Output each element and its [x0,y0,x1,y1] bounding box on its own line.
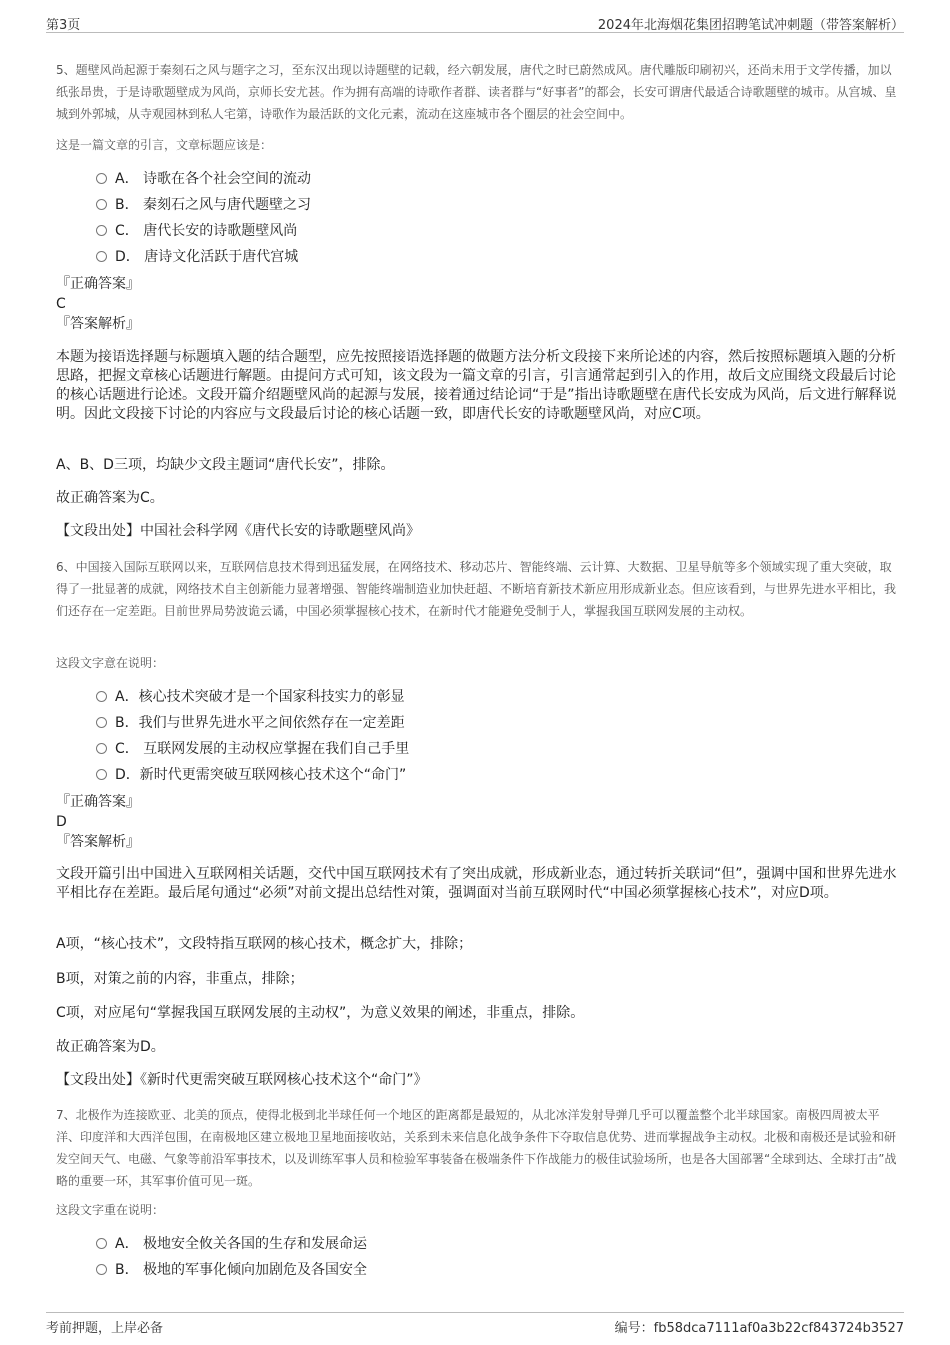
question-5-analysis-elim: A、B、D三项，均缺少文段主题词“唐代长安”，排除。 [56,457,395,473]
page-number: 第3页 [46,18,81,33]
question-6-option-b[interactable]: B．我们与世界先进水平之间依然存在一定差距 [96,710,409,736]
radio-icon[interactable] [96,173,107,184]
radio-icon[interactable] [96,691,107,702]
question-7-prompt: 这段文字重在说明： [56,1203,165,1217]
question-5-analysis-label: 『答案解析』 [56,316,140,332]
question-6-analysis-main: 文段开篇引出中国进入互联网相关话题，交代中国互联网技术有了突出成就，形成新业态，通过转折关联词“但”，强调中国和世界先进水平相比存在差距。最后尾句通过“必须”对前文提出总结性对策，强调面对当前互联网时代“中国必须掌握核心技术”，对应D项。 [56,866,897,901]
question-5-answer: C [56,296,66,312]
radio-icon[interactable] [96,769,107,780]
radio-icon[interactable] [96,199,107,210]
radio-icon[interactable] [96,1238,107,1249]
page-footer [46,1312,904,1337]
question-5-analysis-conclusion: 故正确答案为C。 [56,490,164,506]
radio-icon[interactable] [96,743,107,754]
question-6-prompt: 这段文字意在说明： [56,656,165,670]
question-6-analysis-label: 『答案解析』 [56,834,140,850]
question-6-text: 6、中国接入国际互联网以来，互联网信息技术得到迅猛发展，在网络技术、移动芯片、智能终端、云计算、大数据、卫星导航等多个领域实现了重大突破，取得了一批显著的成就，网络技术自主创新能力显著增强、智能终端制造业加快赶超、不断培育新技术新应用形成新业态。但应该看到，与世界先进水平相比，我们还存在一定差距。目前世界局势波诡云谲，中国必须掌握核心技术，在新时代才能避免受制于人，掌握我国互联网发展的主动权。 [56,560,897,618]
document-id: 编号：fb58dca7111af0a3b22cf843724b3527 [614,1321,904,1336]
question-5-source: 【文段出处】中国社会科学网《唐代长安的诗歌题壁风尚》 [56,523,420,539]
question-6-analysis-a: A项，“核心技术”，文段特指互联网的核心技术，概念扩大，排除； [56,936,473,952]
question-5-options [96,166,311,270]
footer-slogan: 考前押题，上岸必备 [46,1321,164,1336]
question-5-option-b[interactable]: B． 秦刻石之风与唐代题壁之习 [96,192,311,218]
question-7-option-a[interactable]: A． 极地安全攸关各国的生存和发展命运 [96,1231,367,1257]
question-6-option-c[interactable]: C． 互联网发展的主动权应掌握在我们自己手里 [96,736,409,762]
question-5-option-c[interactable]: C． 唐代长安的诗歌题壁风尚 [96,218,311,244]
question-5-prompt: 这是一篇文章的引言，文章标题应该是： [56,138,273,152]
radio-icon[interactable] [96,251,107,262]
question-7-option-b[interactable]: B． 极地的军事化倾向加剧危及各国安全 [96,1257,367,1283]
question-6-option-a[interactable]: A．核心技术突破才是一个国家科技实力的彰显 [96,684,409,710]
radio-icon[interactable] [96,1264,107,1275]
question-6-analysis-c: C项，对应尾句“掌握我国互联网发展的主动权”，为意义效果的阐述，非重点，排除。 [56,1005,585,1021]
question-6-analysis-b: B项，对策之前的内容，非重点，排除； [56,971,304,987]
question-6-answer: D [56,814,67,830]
question-7-text: 7、北极作为连接欧亚、北美的顶点，使得北极到北半球任何一个地区的距离都是最短的，从北冰洋发射导弹几乎可以覆盖整个北半球国家。南极四周被太平洋、印度洋和大西洋包围，在南极地区建立极地卫星地面接收站，关系到未来信息化战争条件下夺取信息优势、进而掌握战争主动权。北极和南极还是试验和研发空间天气、电磁、气象等前沿军事技术，以及训练军事人员和检验军事装备在极端条件下作战能力的极佳试验场所，也是各大国部署“全球到达、全球打击”战略的重要一环，其军事价值可见一斑。 [56,1108,897,1188]
question-6-option-d[interactable]: D．新时代更需突破互联网核心技术这个“命门” [96,762,409,788]
radio-icon[interactable] [96,225,107,236]
page-header [46,12,904,33]
question-5-text: 5、题壁风尚起源于秦刻石之风与题字之习，至东汉出现以诗题壁的记载，经六朝发展，唐代之时已蔚然成风。唐代雕版印刷初兴，还尚未用于文学传播，加以纸张昂贵，于是诗歌题壁成为风尚，京师长安尤甚。作为拥有高端的诗歌作者群、读者群与“好事者”的都会，长安可谓唐代最适合诗歌题壁的城市。从宫城、皇城到外郭城，从寺观园林到私人宅第，诗歌作为最活跃的文化元素，流动在这座城市各个圈层的社会空间中。 [56,63,897,121]
question-6-options [96,684,409,788]
document-title: 2024年北海烟花集团招聘笔试冲刺题（带答案解析） [597,18,904,33]
question-5-answer-label: 『正确答案』 [56,276,140,292]
question-5-analysis-main: 本题为接语选择题与标题填入题的结合题型，应先按照接语选择题的做题方法分析文段接下来所论述的内容，然后按照标题填入题的分析思路，把握文章核心话题进行解题。由提问方式可知，该文段为一篇文章的引言，引言通常起到引入的作用，故后文应围绕文段最后讨论的核心话题进行论述。文段开篇介绍题壁风尚的起源与发展，接着通过结论词“于是”指出诗歌题壁在唐代长安成为风尚，后文进行解释说明。因此文段接下讨论的内容应与文段最后讨论的核心话题一致，即唐代长安的诗歌题壁风尚，对应C项。 [56,349,897,422]
question-6-answer-label: 『正确答案』 [56,794,140,810]
question-5-option-a[interactable]: A． 诗歌在各个社会空间的流动 [96,166,311,192]
question-6-source: 【文段出处】《新时代更需突破互联网核心技术这个“命门”》 [56,1072,428,1088]
radio-icon[interactable] [96,717,107,728]
question-5-option-d[interactable]: D． 唐诗文化活跃于唐代宫城 [96,244,311,270]
question-6-analysis-conclusion: 故正确答案为D。 [56,1039,165,1055]
question-7-options [96,1231,367,1283]
